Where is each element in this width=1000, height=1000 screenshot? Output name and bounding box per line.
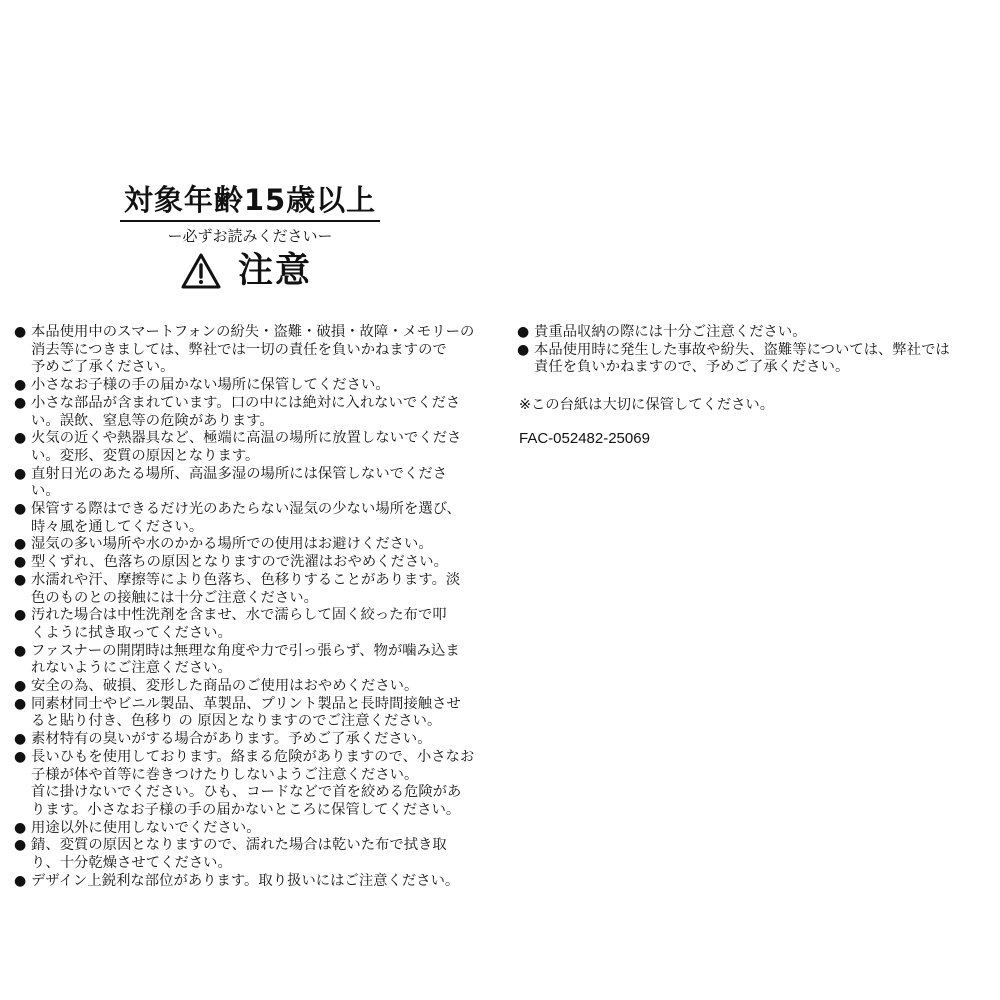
product-code: FAC-052482-25069 <box>519 430 650 447</box>
please-read-subtitle: ー必ずお読みくださいー <box>167 227 333 245</box>
list-item: ● 水濡れや汗、摩擦等により色落ち、色移りすることがあります。淡 色のものとの接触には十分ご注意ください。 <box>14 572 498 607</box>
list-item: ● 同素材同士やビニル製品、革製品、プリント製品と長時間接触させ ると貼り付き、色移り の 原因となりますのでご注意ください。 <box>14 696 498 731</box>
list-item: ● 型くずれ、色落ちの原因となりますので洗濯はおやめください。 <box>14 554 498 572</box>
list-item: ● 火気の近くや熱器具など、極端に高温の場所に放置しないでくださ い。変形、変質の原因となります。 <box>14 430 498 465</box>
list-item: ● 直射日光のあたる場所、高温多湿の場所には保管しないでくださ い。 <box>14 466 498 501</box>
caution-heading: 注意 <box>238 251 313 291</box>
caution-list-right <box>517 324 992 377</box>
list-item: ● 錆、変質の原因となりますので、濡れた場合は乾いた布で拭き取 り、十分乾燥させてください。 <box>14 837 498 872</box>
list-item: ● 用途以外に使用しないでください。 <box>14 820 498 838</box>
title-underline <box>120 220 380 222</box>
age-restriction-title: 対象年齢15歳以上 <box>123 183 377 217</box>
list-item: ● 本品使用時に発生した事故や紛失、盗難等については、弊社では 責任を負いかねますので、予めご了承ください。 <box>517 342 992 377</box>
list-item: ● デザイン上鋭利な部位があります。取り扱いにはご注意ください。 <box>14 873 498 891</box>
list-item: ● 保管する際はできるだけ光のあたらない湿気の少ない場所を選び、 時々風を通してください。 <box>14 501 498 536</box>
list-item: ● 小さな部品が含まれています。口の中には絶対に入れないでくださ い。誤飲、窒息等の危険があります。 <box>14 395 498 430</box>
list-item: ● 湿気の多い場所や水のかかる場所での使用はお避けください。 <box>14 536 498 554</box>
list-item: ● 本品使用中のスマートフォンの紛失・盗難・破損・故障・メモリーの 消去等につきましては、弊社では一切の責任を負いかねますので 予めご了承ください。 <box>14 324 498 377</box>
keep-card-note: ※この台紙は大切に保管してください。 <box>519 397 775 413</box>
list-item: ● 貴重品収納の際には十分ご注意ください。 <box>517 324 992 342</box>
list-item: ● 小さなお子様の手の届かない場所に保管してください。 <box>14 377 498 395</box>
list-item: ● 安全の為、破損、変形した商品のご使用はおやめください。 <box>14 678 498 696</box>
list-item: ● 汚れた場合は中性洗剤を含ませ、水で濡らして固く絞った布で叩 くように拭き取ってください。 <box>14 607 498 642</box>
warning-triangle-icon <box>180 252 222 290</box>
list-item: ● ファスナーの開閉時は無理な角度や力で引っ張らず、物が噛み込ま れないようにご注意ください。 <box>14 643 498 678</box>
list-item: ● 長いひもを使用しております。絡まる危険がありますので、小さなお 子様が体や首等に巻きつけたりしないようご注意ください。 首に掛けないでください。ひも、コードなどで首を絞める危険があ ります。小さなお子様の手の届かないところに保管してください。 <box>14 749 498 820</box>
list-item: ● 素材特有の臭いがする場合があります。予めご了承ください。 <box>14 731 498 749</box>
caution-list-left <box>14 324 498 891</box>
